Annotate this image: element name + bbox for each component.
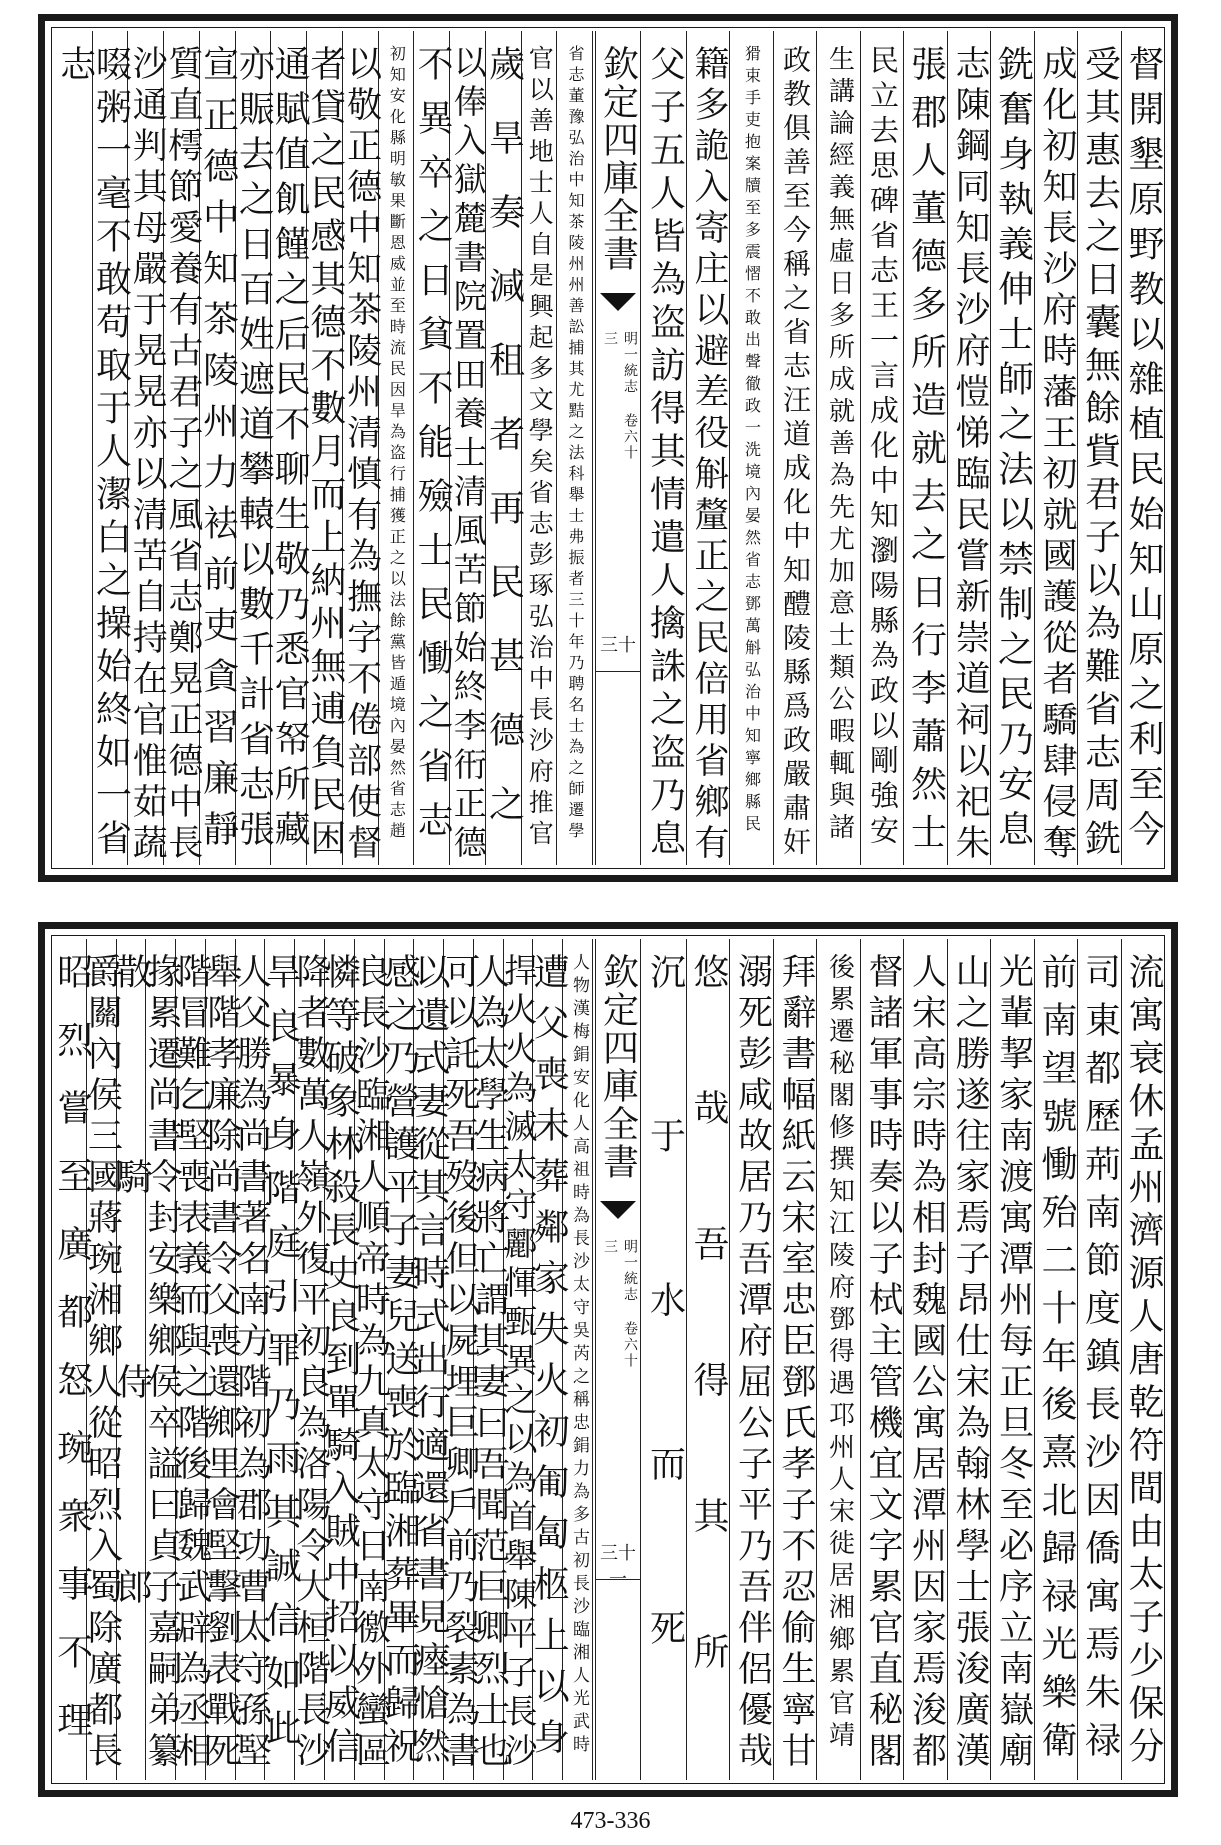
text-column	[817, 939, 861, 1780]
text-column	[861, 31, 905, 865]
text-column	[643, 31, 687, 865]
text-column	[861, 939, 905, 1780]
top-gutter-rule	[596, 671, 640, 672]
column-text: 志陳鋼同知長沙府愷悌臨民嘗新崇道祠以祀朱	[950, 45, 990, 865]
text-column	[1035, 939, 1079, 1780]
text-column	[730, 31, 774, 865]
column-text: 後累遷秘閣修撰知江陵府鄧得遇邛州人宋徙居湘鄉累官靖	[824, 953, 855, 1753]
column-text: 可以託死吾歿後但以屍埋巨卿戶前乃裂素為書	[439, 953, 480, 1773]
column-text: 者貸之民感其德不數月而上納州無逋負民困	[304, 45, 346, 862]
text-column	[304, 31, 346, 865]
top-section-title: 明一統志 卷六十三	[602, 331, 638, 461]
column-text: 猾束手吏抱案牘至多震慴不敢出聲徹政一洗境內晏然省志鄧萬斛弘治中知寧鄉縣民	[742, 45, 762, 837]
column-text: 沙通判其母嚴于晃晃亦以清苦自持在官惟茹蔬	[127, 45, 168, 865]
column-text: 督開墾原野教以雜植民始知山原之利至今	[1123, 45, 1164, 855]
column-text: 籍多詭入寄庄以避差役斛釐正之民倍用省鄉有	[689, 45, 729, 865]
column-text: 志	[54, 45, 96, 865]
column-text: 流寓衰休孟州濟源人唐乾符間由太子少保分	[1123, 953, 1164, 1770]
top-page-frame	[38, 14, 1178, 882]
column-text: 民立去思碑省志王一言成化中知瀏陽縣為政以剛強安	[866, 45, 900, 850]
text-column	[197, 31, 239, 865]
text-column	[127, 31, 168, 865]
column-text: 爵關內侯三國蔣琬湘鄉人從昭烈入蜀除廣都長	[82, 953, 123, 1773]
column-text: 亦賑去之日百姓遮道攀轅以數千計省志張	[233, 45, 275, 855]
column-text: 初知安化縣明敏果斷恩威並至時流民因旱為盗行捕獲正之以法餘黨皆遁境內晏然省志趙	[387, 45, 407, 843]
text-column	[341, 31, 382, 865]
column-text: 人宋高宗時為相封魏國公寓居潭州因家焉浚都	[906, 953, 947, 1773]
column-text: 人父勝為尚書著名南方階初為郡功曹太守孫堅	[231, 953, 272, 1773]
column-text: 階冒難乞堅喪表義而與之階後歸魏武辟為丞相	[171, 953, 212, 1773]
column-text: 官以善地士人自是興起多文學矣省志彭琢弘治中長沙府推官	[525, 45, 555, 851]
column-text: 舉階孝廉除尚書令父喪還鄉里會堅擊劉表戰死	[201, 953, 242, 1773]
text-column	[1078, 31, 1122, 865]
column-text: 以俸入獄麓書院置田養士清風苦節始終李衎正德	[448, 45, 488, 864]
text-column	[774, 939, 818, 1780]
column-text: 光輩挈家南渡寓潭州每正旦冬至必序立南嶽廟	[993, 953, 1034, 1773]
sheet-number: 473-336	[570, 1808, 651, 1834]
text-column	[557, 31, 593, 865]
column-text: 溺死彭咸故居乃吾潭府屈公子平乃吾伴侶優哉	[732, 953, 773, 1773]
top-book-title: 欽定四庫全書	[597, 45, 639, 273]
text-column	[1078, 939, 1122, 1780]
bottom-page-frame	[38, 922, 1178, 1797]
bottom-section-title: 明一統志 卷六十三	[602, 1239, 638, 1369]
column-text: 沉于水而死	[644, 953, 686, 1773]
column-text: 不異卒之日貧不能殮士民慟之省志	[412, 45, 454, 855]
text-column	[412, 31, 454, 865]
column-text: 銑奮身執義伸士師之法以禁制之民乃安息	[992, 45, 1034, 855]
column-text: 受其惠去之日囊無餘貲君子以為難省志周銑	[1079, 45, 1121, 862]
column-text: 憐等破象林殺長史良到單騎入賊中招以威信	[319, 953, 361, 1770]
text-column	[269, 31, 311, 865]
text-column	[51, 939, 93, 1780]
column-text: 司東都歷荊南節度鎮長沙因僑寓焉朱禄	[1079, 953, 1121, 1769]
column-text: 啜粥一毫不敢苟取于人潔白之操始終如一省	[90, 45, 132, 862]
text-column	[1122, 939, 1166, 1780]
text-column	[1035, 31, 1079, 865]
text-column	[483, 31, 525, 865]
text-column	[948, 31, 992, 865]
text-column	[379, 31, 415, 865]
text-column	[522, 31, 558, 865]
column-text: 散騎侍郎	[111, 953, 153, 1773]
text-column	[643, 939, 687, 1780]
column-text: 悠哉吾得其所	[688, 953, 729, 1769]
column-text: 拜辭書幅紙云宋室忠臣鄧氏孝子不忍偷生寧甘	[776, 953, 816, 1773]
column-text: 督諸軍事時奏以子栻主管機宜文字累官直秘閣	[863, 953, 903, 1773]
column-text: 感之乃營護平子妻兒送喪於臨湘葬畢而歸祝	[379, 953, 421, 1770]
column-text: 掾累遷尚書令封安樂鄉侯卒謚曰貞子嘉嗣弟纂	[142, 953, 183, 1773]
text-column	[54, 31, 96, 865]
text-column	[687, 31, 731, 865]
column-text: 以遺式妻從其言時式出行適還省書見瘞愴然	[409, 953, 451, 1770]
text-column	[817, 31, 861, 865]
column-text: 通賦值飢饉之后民不聊生敬乃悉官帑所藏	[269, 45, 311, 855]
bottom-book-title: 欽定四庫全書	[597, 953, 639, 1181]
text-column	[948, 939, 992, 1780]
column-text: 捍火火為滅太守酈惲甄異之以為首舉陳平子長沙	[499, 953, 539, 1772]
text-column	[991, 31, 1035, 865]
column-text: 旱良暴身階庭引罪乃雨其誠信如此	[260, 953, 302, 1763]
column-text: 宣正德中知茶陵州力袪前吏貪習廉靜	[197, 45, 239, 861]
column-text: 良長沙臨湘人順帝時為九真太守日南徼外蠻區	[350, 953, 391, 1773]
column-text: 張郡人董德多所造就去之日行李蕭然士	[905, 45, 947, 861]
column-text: 政教俱善至今稱之省志汪道成化中知醴陵縣爲政嚴肅奸	[779, 45, 812, 861]
text-column	[450, 31, 486, 865]
text-column	[162, 31, 203, 865]
top-fishtail-mark	[600, 293, 636, 311]
top-page-number: 三十	[600, 635, 636, 656]
column-text: 人為太學生病將亡謂其妻曰吾聞范巨卿烈士也	[469, 953, 510, 1773]
column-text: 父子五人皆為盗訪得其情遣人擒誅之盗乃息	[644, 45, 686, 862]
text-column	[774, 31, 818, 865]
text-column	[1122, 31, 1166, 865]
column-text: 生講論經義無虛日多所成就善為先尤加意士類公暇輒與諸	[824, 45, 855, 845]
column-text: 人物漢梅鋗安化人高祖時為長沙太守吳芮之稱忠鋗力為多古初長沙臨湘人光武時	[569, 953, 589, 1758]
text-column	[904, 31, 948, 865]
text-column	[233, 31, 275, 865]
column-text: 省志董豫弘治中知茶陵州州善訟捕其尤黠之法科舉士弗振者三十年乃聘名士為之師遷學	[566, 45, 585, 843]
column-text: 成化初知長沙府時藩王初就國護從者驕肆侵奪	[1037, 45, 1077, 865]
column-text: 質直樗節愛養有古君子之風省志鄭晃正德中長	[162, 45, 203, 865]
column-text: 歲旱奏減租者再民甚德之	[483, 45, 525, 859]
bottom-page-number: 三十一	[600, 1543, 636, 1590]
column-text: 山之勝遂往家焉子昂仕宋為翰林學士張浚廣漢	[950, 953, 990, 1773]
text-column	[904, 939, 948, 1780]
column-text: 以敬正德中知茶陵州清慎有為撫字不倦部使督	[341, 45, 382, 865]
column-text: 降者數萬人嶺外復平初良為洛陽令大桓階長沙	[291, 953, 331, 1773]
text-column	[687, 939, 731, 1780]
bottom-fishtail-mark	[600, 1201, 636, 1219]
top-center-gutter	[595, 31, 641, 865]
column-text: 昭烈嘗至廣都怒琬衆事不理	[51, 953, 93, 1769]
bottom-center-gutter	[595, 939, 641, 1780]
column-text: 遭父喪未葬鄰家失火初匍匐柩上以身	[528, 953, 570, 1769]
text-column	[90, 31, 132, 865]
bottom-gutter-rule	[596, 1579, 640, 1580]
text-column	[730, 939, 774, 1780]
column-text: 前南望號慟殆二十年後熹北歸禄光樂衛	[1036, 953, 1077, 1769]
text-column	[991, 939, 1035, 1780]
